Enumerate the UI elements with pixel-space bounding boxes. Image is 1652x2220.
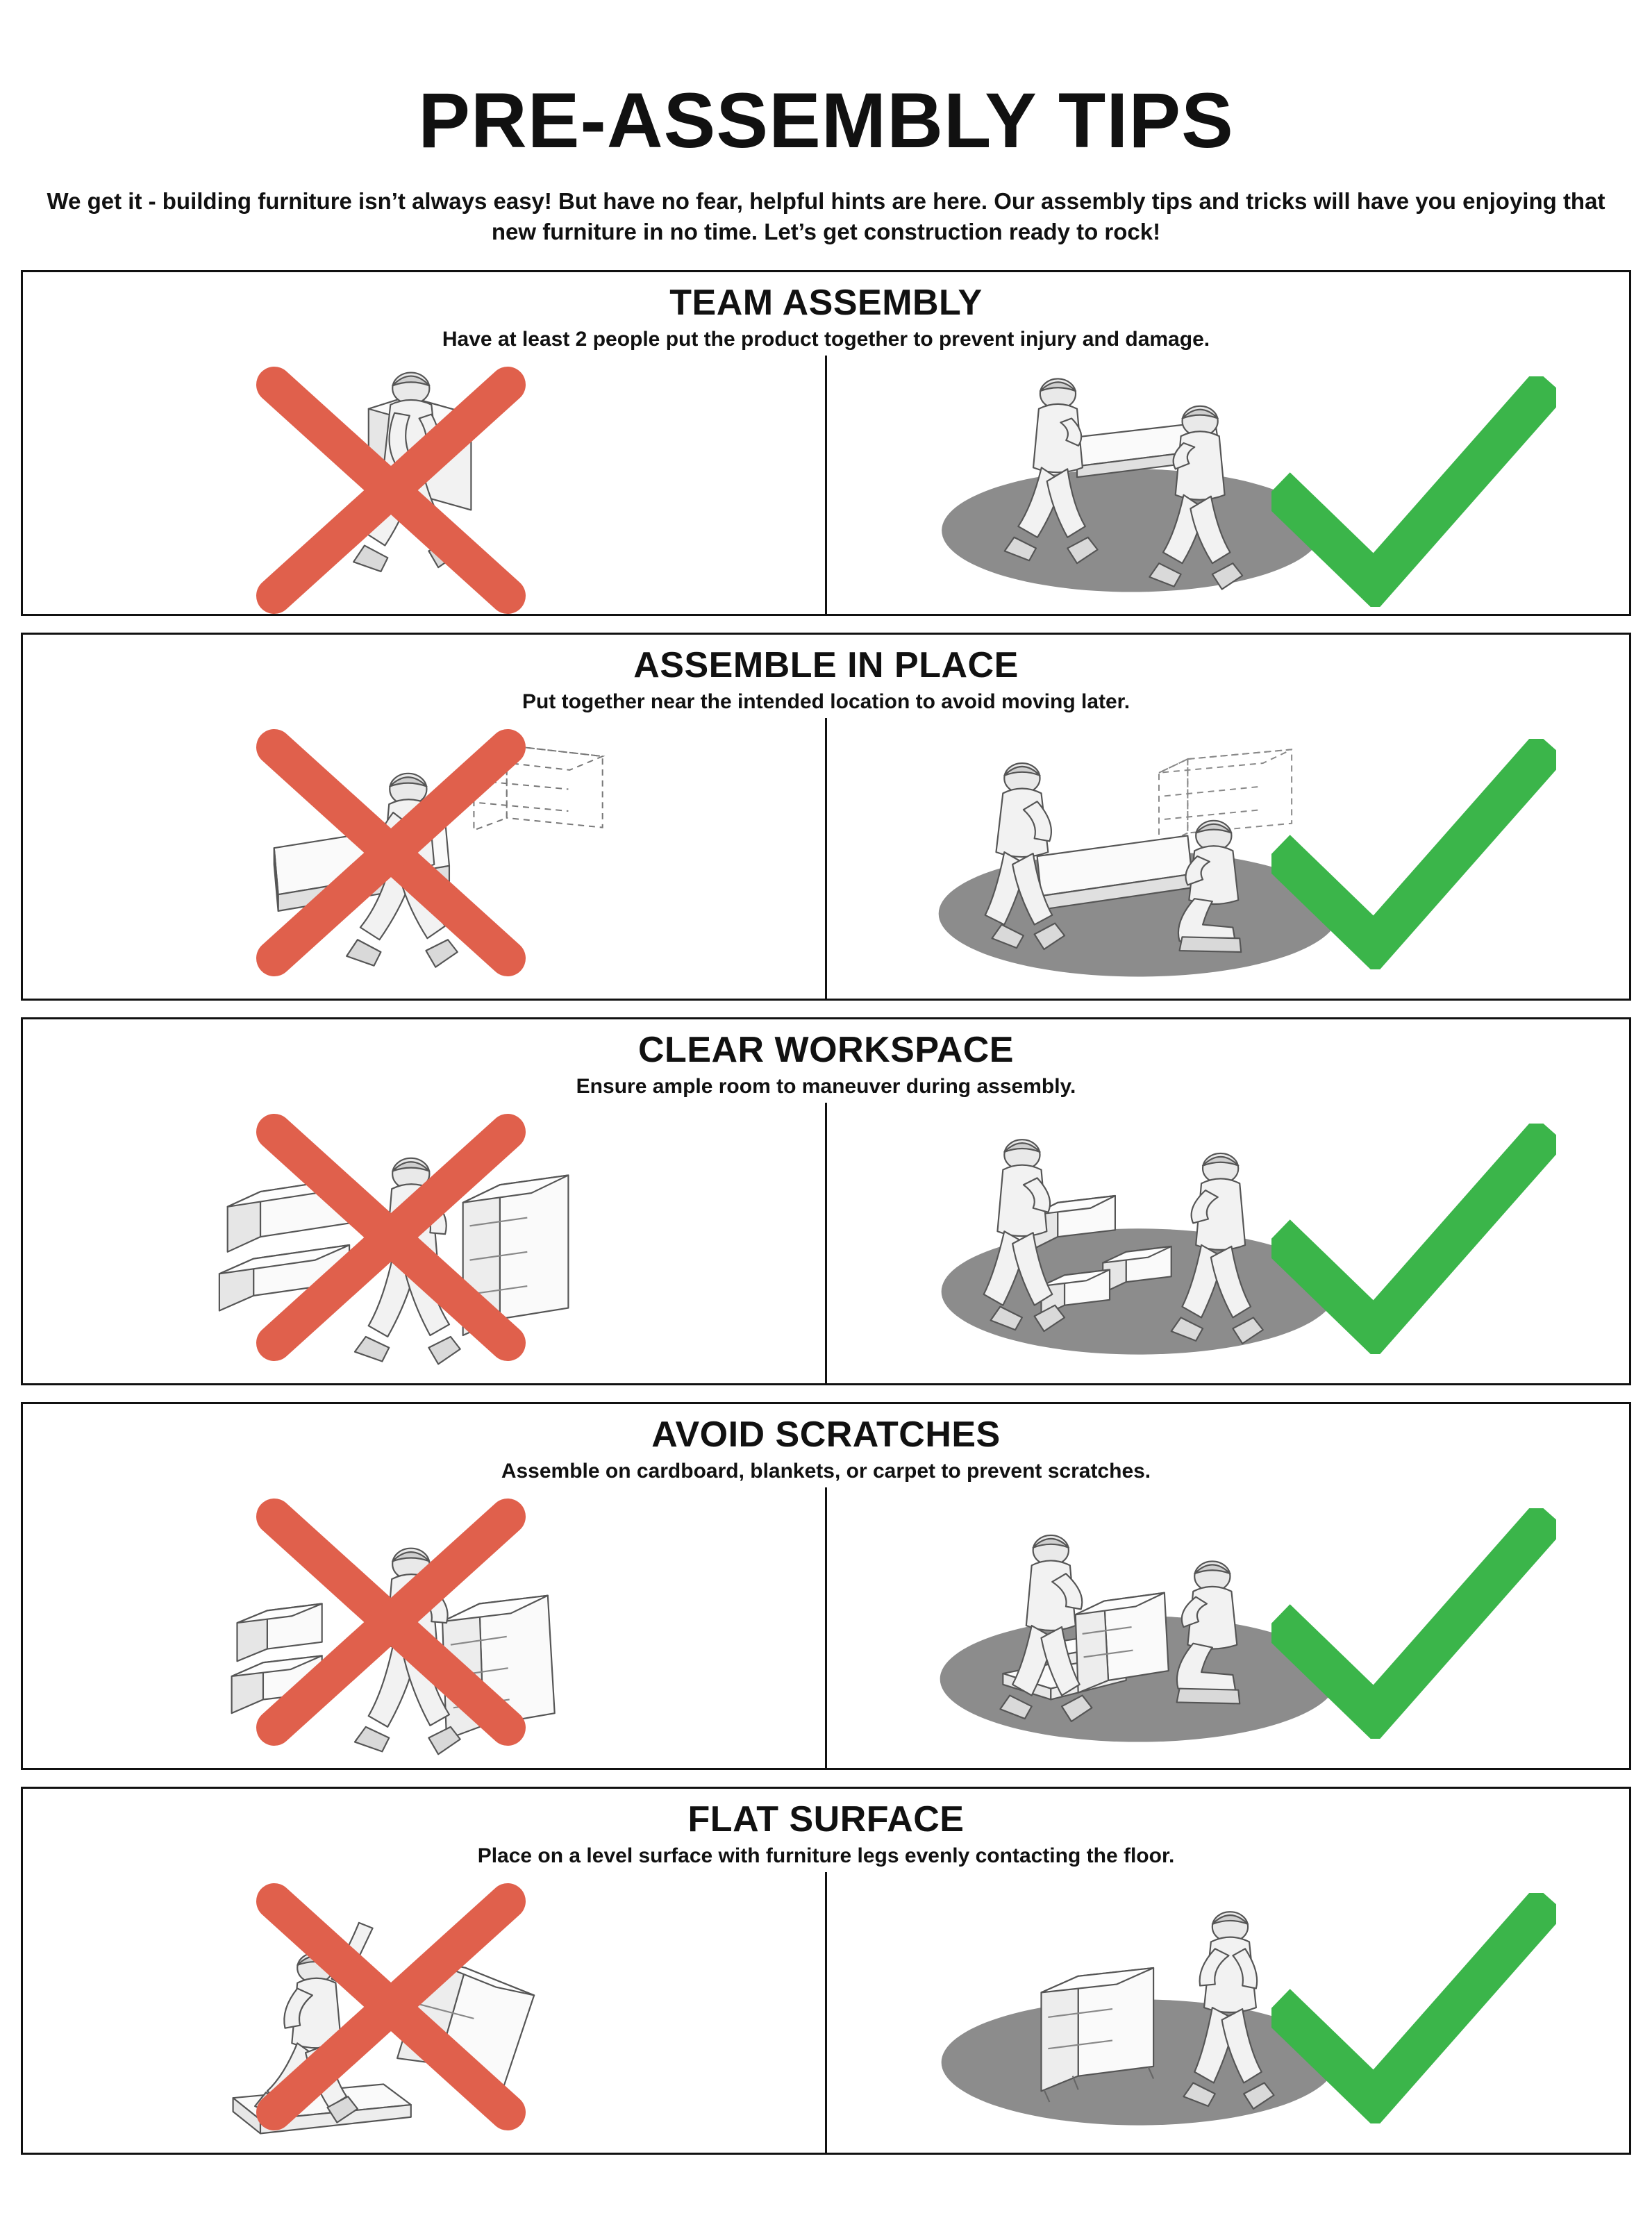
- section-panels: [23, 356, 1629, 614]
- illustration-two-people-with-open-space: [827, 1103, 1629, 1383]
- section-header: [23, 635, 1629, 714]
- correct-panel: [827, 1872, 1629, 2153]
- incorrect-panel: [23, 1872, 827, 2153]
- section-panels: [23, 1103, 1629, 1383]
- tip-section-team-assembly: [21, 270, 1631, 616]
- section-panels: [23, 1487, 1629, 1768]
- illustration-two-people-assembling-near-location: [827, 718, 1629, 999]
- tip-section-flat-surface: [21, 1787, 1631, 2155]
- illustration-person-crowded-by-boxes: [23, 1103, 825, 1383]
- illustration-furniture-level-on-flat-floor: [827, 1872, 1629, 2153]
- incorrect-panel: [23, 1487, 827, 1768]
- correct-panel: [827, 718, 1629, 999]
- incorrect-panel: [23, 718, 827, 999]
- page-title: PRE-ASSEMBLY TIPS: [418, 77, 1234, 164]
- section-title: CLEAR WORKSPACE: [638, 1030, 1014, 1071]
- illustration-person-dragging-assembled-furniture: [23, 718, 825, 999]
- illustration-one-person-carrying-box: [23, 356, 825, 614]
- illustration-person-assembling-on-bare-floor: [23, 1487, 825, 1768]
- section-subtitle: Place on a level surface with furniture legs evenly contacting the floor.: [477, 1844, 1175, 1867]
- section-panels: [23, 718, 1629, 999]
- section-subtitle: Ensure ample room to maneuver during assembly.: [576, 1074, 1076, 1098]
- section-header: [23, 1019, 1629, 1099]
- illustration-furniture-tipping-on-uneven-surface: [23, 1872, 825, 2153]
- tip-section-assemble-in-place: [21, 633, 1631, 1001]
- section-title: FLAT SURFACE: [687, 1799, 965, 1840]
- correct-panel: [827, 1103, 1629, 1383]
- section-title: AVOID SCRATCHES: [651, 1414, 1001, 1455]
- section-header: [23, 272, 1629, 351]
- section-subtitle: Have at least 2 people put the product together to prevent injury and damage.: [442, 327, 1210, 351]
- pre-assembly-tips-page: [0, 77, 1652, 2220]
- tip-section-clear-workspace: [21, 1017, 1631, 1385]
- incorrect-panel: [23, 356, 827, 614]
- illustration-two-people-carrying-panel: [827, 356, 1629, 614]
- tips-list: [21, 270, 1631, 2155]
- section-header: [23, 1789, 1629, 1868]
- section-header: [23, 1404, 1629, 1483]
- illustration-two-people-assembling-on-cardboard: [827, 1487, 1629, 1768]
- correct-panel: [827, 356, 1629, 614]
- section-subtitle: Assemble on cardboard, blankets, or carpet to prevent scratches.: [501, 1459, 1151, 1483]
- incorrect-panel: [23, 1103, 827, 1383]
- section-title: TEAM ASSEMBLY: [669, 283, 983, 324]
- section-title: ASSEMBLE IN PLACE: [633, 645, 1019, 686]
- section-panels: [23, 1872, 1629, 2153]
- section-subtitle: Put together near the intended location to avoid moving later.: [522, 690, 1130, 713]
- correct-panel: [827, 1487, 1629, 1768]
- tip-section-avoid-scratches: [21, 1402, 1631, 1770]
- page-intro: We get it - building furniture isn’t always easy! But have no fear, helpful hints are here. Our assembly tips and tricks will have you enjoying that new furniture in no time. Let’s get construction ready to rock!: [47, 188, 1605, 244]
